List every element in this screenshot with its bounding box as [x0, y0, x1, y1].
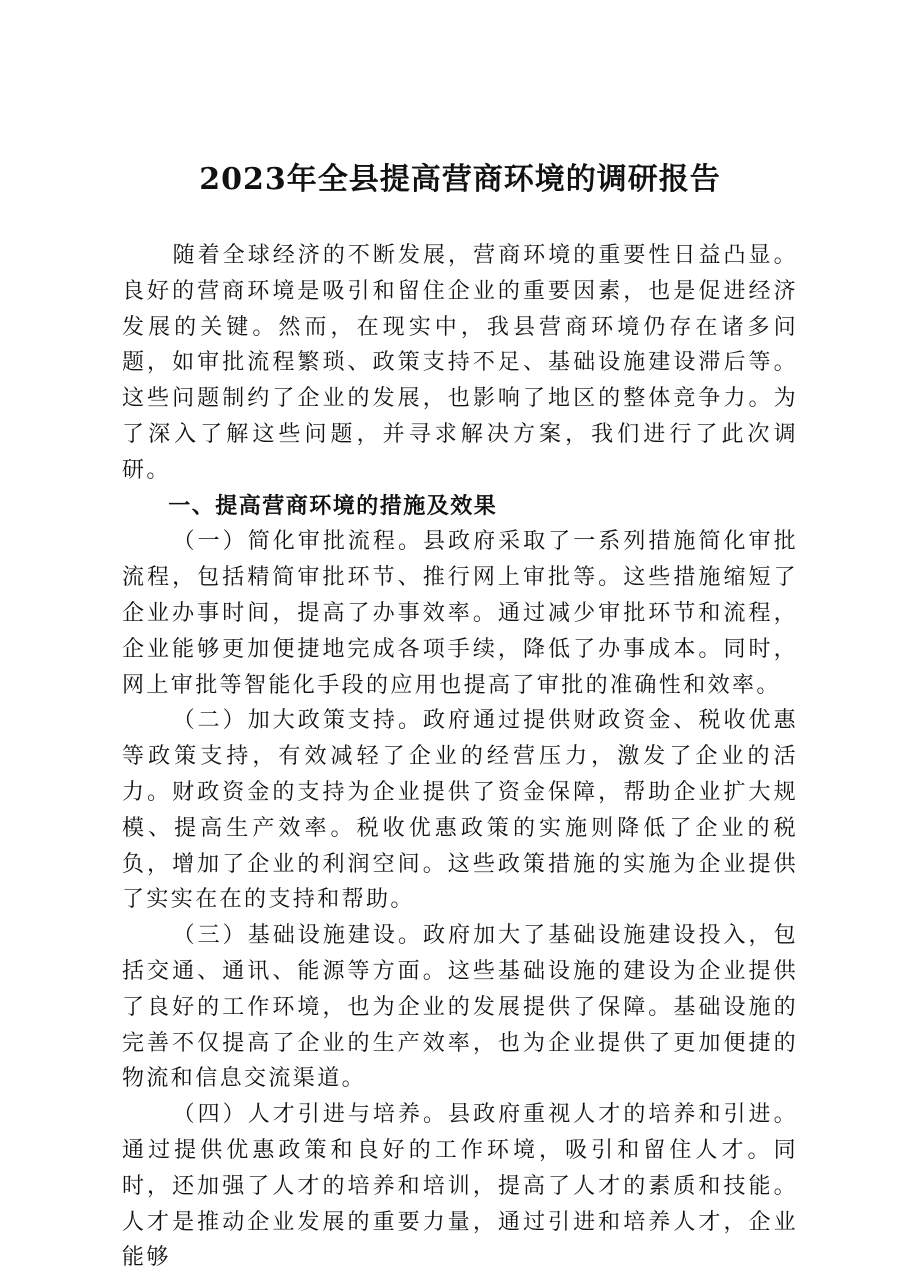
paragraph-lead: （四）人才引进与培养。 [172, 1102, 449, 1128]
document-body [122, 238, 798, 1276]
paragraph-text: 政府加大了基础设施建设投入，包括交通、通讯、能源等方面。这些基础设施的建设为企业提供了良好的工作环境，也为企业的发展提供了保障。基础设施的完善不仅提高了企业的生产效率，也为企业提供了更加便捷的物流和信息交流渠道。 [122, 923, 798, 1092]
section-heading: 一、提高营商环境的措施及效果 [168, 493, 498, 519]
paragraph-infrastructure [122, 918, 798, 1097]
paragraph-text: 随着全球经济的不断发展，营商环境的重要性日益凸显。良好的营商环境是吸引和留住企业的重要因素，也是促进经济发展的关键。然而，在现实中，我县营商环境仍存在诸多问题，如审批流程繁琐、政策支持不足、基础设施建设滞后等。这些问题制约了企业的发展，也影响了地区的整体竞争力。为了深入了解这些问题，并寻求解决方案，我们进行了此次调研。 [122, 243, 798, 483]
paragraph-text: 县政府重视人才的培养和引进。通过提供优惠政策和良好的工作环境，吸引和留住人才。同时，还加强了人才的培养和培训，提高了人才的素质和技能。人才是推动企业发展的重要力量，通过引进和培养人才，企业能够 [122, 1102, 799, 1271]
document-title: 2023年全县提高营商环境的调研报告 [199, 162, 721, 197]
paragraph-lead: （二）加大政策支持。 [172, 708, 424, 734]
paragraph-lead: （一）简化审批流程。 [172, 529, 424, 555]
paragraph-text: 政府通过提供财政资金、税收优惠等政策支持，有效减轻了企业的经营压力，激发了企业的活力。财政资金的支持为企业提供了资金保障，帮助企业扩大规模、提高生产效率。税收优惠政策的实施则降低了企业的税负，增加了企业的利润空间。这些政策措施的实施为企业提供了实实在在的支持和帮助。 [122, 708, 798, 913]
paragraph-text: 县政府采取了一系列措施简化审批流程，包括精简审批环节、推行网上审批等。这些措施缩短了企业办事时间，提高了办事效率。通过减少审批环节和流程，企业能够更加便捷地完成各项手续，降低了办事成本。同时，网上审批等智能化手段的应用也提高了审批的准确性和效率。 [122, 529, 798, 698]
paragraph-lead: （三）基础设施建设。 [172, 923, 424, 949]
paragraph-policy-support [122, 703, 798, 918]
intro-paragraph [122, 238, 798, 489]
paragraph-simplify-approval [122, 524, 798, 703]
paragraph-talent [122, 1097, 798, 1276]
